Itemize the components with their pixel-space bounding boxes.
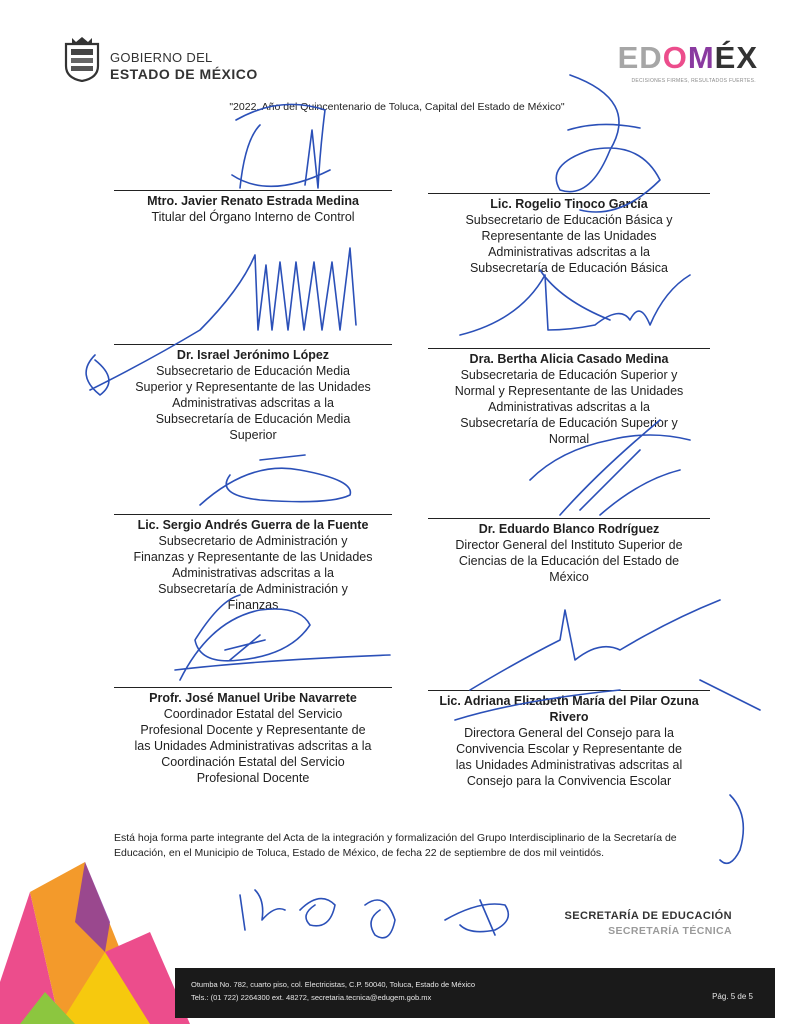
signatory-name: Dra. Bertha Alicia Casado Medina — [469, 352, 669, 366]
edomex-wordmark — [618, 40, 758, 76]
year-motto: "2022. Año del Quincentenario de Toluca, Capital del Estado de México" — [229, 101, 565, 113]
signatory-role: Subsecretaria de Educación Superior y — [460, 368, 678, 382]
signatory-name: Dr. Eduardo Blanco Rodríguez — [478, 522, 660, 536]
signatory-role: Titular del Órgano Interno de Control — [151, 210, 355, 224]
signatory-role: Superior — [229, 428, 277, 442]
signatory-role: Subsecretaría de Educación Superior y — [460, 416, 678, 430]
signature-block — [114, 514, 392, 613]
signature-block — [114, 687, 392, 786]
signatory-role: Normal y Representante de las Unidades — [454, 384, 684, 398]
signatory-role: Subsecretaría de Administración y — [158, 582, 348, 596]
signatory-name: Profr. José Manuel Uribe Navarrete — [149, 691, 357, 705]
signatory-role: Normal — [548, 432, 590, 446]
signatory-role: Administrativas adscritas a la — [172, 396, 334, 410]
gobierno-logo — [62, 36, 262, 86]
signature-line — [114, 687, 392, 688]
page-number: Pág. 5 de 5 — [712, 992, 753, 1001]
signatory-role: Subsecretario de Administración y — [158, 534, 348, 548]
signatory-name: Mtro. Javier Renato Estrada Medina — [147, 194, 359, 208]
brand-part: O — [662, 40, 688, 75]
signatory-role: México — [549, 570, 589, 584]
document-note: Está hoja forma parte integrante del Acta de la integración y formalización del Grupo Interdisciplinario de la Secretaría de Educación, en el Municipio de Toluca, Estado de México, de fecha 22 de septiembre de dos mil veintidós. — [114, 832, 677, 859]
signatory-role: Finanzas y Representante de las Unidades — [133, 550, 373, 564]
edomex-logo — [576, 40, 766, 90]
signature-line — [428, 193, 710, 194]
signatory-name: Lic. Sergio Andrés Guerra de la Fuente — [137, 518, 369, 532]
office-name: SECRETARÍA TÉCNICA — [608, 925, 732, 937]
signatory-role: Superior y Representante de las Unidades — [135, 380, 371, 394]
brand-part: ÉX — [714, 40, 758, 75]
signatory-role: Administrativas adscritas a la — [488, 245, 650, 259]
signatory-role: Profesional Docente — [196, 771, 310, 785]
signatory-role: Subsecretaría de Educación Media — [155, 412, 351, 426]
state-seal-icon — [62, 36, 102, 82]
brand-part: ED — [617, 40, 663, 75]
signatory-role: Ciencias de la Educación del Estado de — [458, 554, 680, 568]
gov-line-2: ESTADO DE MÉXICO — [110, 66, 258, 82]
gov-line-1: GOBIERNO DEL — [110, 50, 213, 65]
signature-line — [428, 518, 710, 519]
signature-line — [428, 690, 710, 691]
signature-block — [428, 518, 710, 585]
signatory-role: Coordinación Estatal del Servicio — [161, 755, 345, 769]
signatory-role: Directora General del Consejo para la — [464, 726, 674, 740]
signature-block — [114, 190, 392, 225]
signatory-name: Dr. Israel Jerónimo López — [176, 348, 330, 362]
signature-line — [114, 514, 392, 515]
department-label — [500, 910, 732, 937]
signatory-role: Administrativas adscritas a la — [488, 400, 650, 414]
signatory-role: Finanzas — [227, 598, 279, 612]
department-name: SECRETARÍA DE EDUCACIÓN — [564, 910, 732, 922]
signatory-role: Administrativas adscritas a la — [172, 566, 334, 580]
signatory-name: Lic. Rogelio Tinoco García — [490, 197, 648, 211]
signature-block — [428, 193, 710, 276]
signatory-role: Convivencia Escolar y Representante de — [456, 742, 682, 756]
signature-block — [428, 348, 710, 447]
signature-line — [428, 348, 710, 349]
footer-address: Otumba No. 782, cuarto piso, col. Electricistas, C.P. 50040, Toluca, Estado de México — [191, 980, 476, 989]
signatory-role: Coordinador Estatal del Servicio — [163, 707, 343, 721]
signatory-role: Subsecretario de Educación Básica y — [465, 213, 673, 227]
signature-2-ink — [556, 75, 660, 212]
signature-4-ink — [460, 270, 690, 335]
signature-line — [114, 190, 392, 191]
signature-block — [428, 690, 710, 789]
signature-5-ink — [200, 455, 350, 505]
signatory-role: Subsecretaría de Educación Básica — [469, 261, 669, 275]
brand-part: M — [687, 40, 715, 75]
signatory-role: Director General del Instituto Superior de — [455, 538, 683, 552]
signatory-role: Representante de las Unidades — [481, 229, 657, 243]
footer-bar — [175, 968, 775, 1018]
signature-block — [114, 344, 392, 443]
footer-contact: Tels.: (01 722) 2264300 ext. 48272, secretaria.tecnica@edugem.gob.mx — [191, 993, 432, 1002]
signatory-role: las Unidades Administrativas adscritas a la — [134, 739, 372, 753]
signature-line — [114, 344, 392, 345]
signatory-role: Profesional Docente y Representante de — [140, 723, 366, 737]
signatory-name: Lic. Adriana Elizabeth María del Pilar Ozuna Rivero — [439, 694, 699, 724]
signatory-role: Subsecretario de Educación Media — [156, 364, 350, 378]
signatory-role: Consejo para la Convivencia Escolar — [466, 774, 672, 788]
signature-1-ink — [232, 104, 330, 188]
edomex-tagline: DECISIONES FIRMES, RESULTADOS FUERTES. — [631, 78, 756, 84]
signatory-role: las Unidades Administrativas adscritas al — [455, 758, 683, 772]
